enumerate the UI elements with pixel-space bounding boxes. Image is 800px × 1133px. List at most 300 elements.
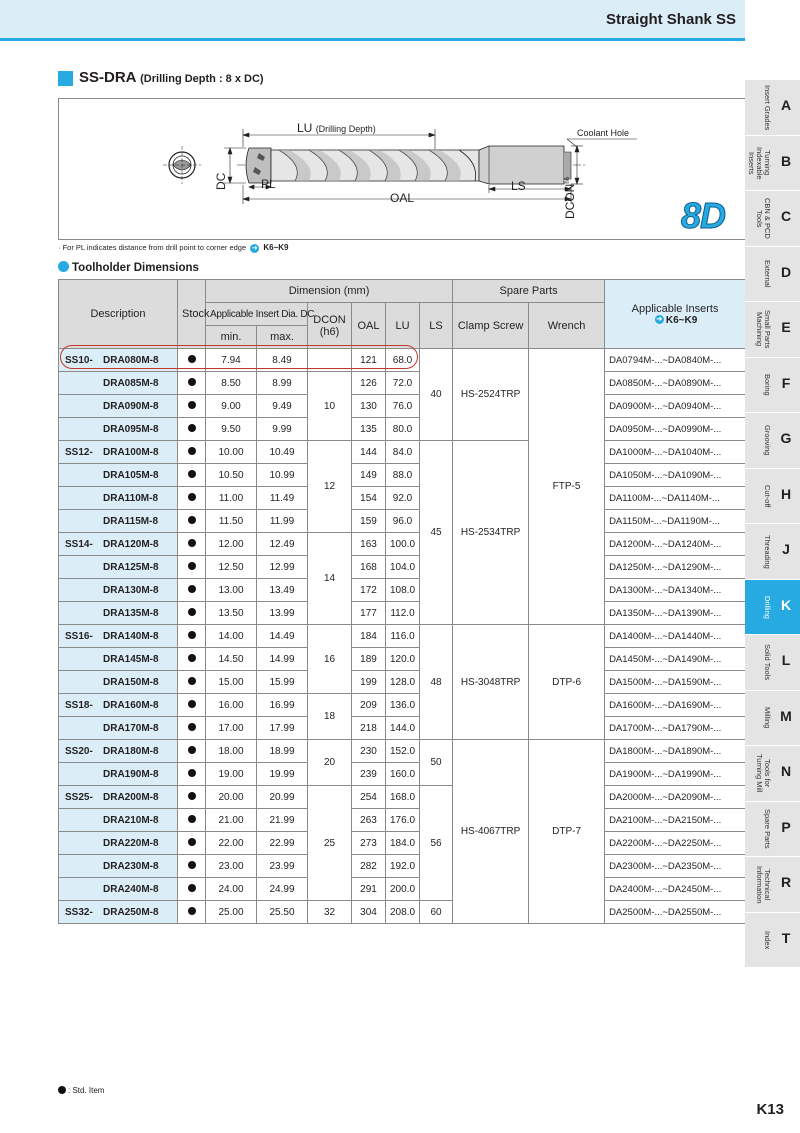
dcon-cell: 32 (308, 901, 352, 924)
dcon-cell: 20 (308, 740, 352, 786)
stock-dot-icon (188, 907, 196, 915)
oal-cell: 130 (352, 395, 386, 418)
col-dcon (308, 303, 352, 349)
applicable-insert-cell[interactable]: DA2400M-...~DA2450M-... (605, 878, 746, 901)
stock-cell (178, 809, 206, 832)
wrench-cell: FTP-5 (529, 349, 605, 625)
description-cell (59, 832, 178, 855)
dc-min-cell: 24.00 (206, 878, 257, 901)
stock-cell (178, 763, 206, 786)
table-row (59, 671, 746, 694)
dc-max-cell: 9.99 (257, 418, 308, 441)
sidebar-tab-letter: F (781, 374, 791, 391)
ls-cell: 45 (420, 441, 453, 625)
dc-max-cell: 13.99 (257, 602, 308, 625)
table-row (59, 901, 746, 924)
std-item-dot-icon (58, 1086, 66, 1094)
model-code[interactable]: DRA170M-8 (103, 722, 159, 734)
dc-label: DC (214, 172, 228, 190)
lu-cell: 160.0 (386, 763, 420, 786)
oal-cell: 149 (352, 464, 386, 487)
model-code[interactable]: DRA200M-8 (103, 791, 159, 803)
stock-dot-icon (188, 562, 196, 570)
applicable-insert-cell[interactable]: DA1400M-...~DA1440M-... (605, 625, 746, 648)
stock-dot-icon (188, 769, 196, 777)
dc-max-cell: 16.99 (257, 694, 308, 717)
dc-min-cell: 12.00 (206, 533, 257, 556)
stock-dot-icon (188, 447, 196, 455)
toolholder-title (58, 261, 199, 274)
sidebar-tab-m[interactable] (745, 691, 800, 747)
dc-max-cell: 23.99 (257, 855, 308, 878)
stock-dot-icon (188, 677, 196, 685)
header-divider (0, 38, 745, 41)
dc-max-cell: 8.49 (257, 349, 308, 372)
col-lu: LU (386, 303, 420, 349)
stock-cell (178, 671, 206, 694)
model-code[interactable]: DRA135M-8 (103, 607, 159, 619)
sidebar-tab-k[interactable] (745, 580, 800, 636)
description-cell (59, 717, 178, 740)
description-cell (59, 602, 178, 625)
stock-cell (178, 740, 206, 763)
model-code[interactable]: DRA150M-8 (103, 676, 159, 688)
stock-cell (178, 648, 206, 671)
description-cell (59, 855, 178, 878)
col-dcon-tol: (h6) (319, 325, 340, 338)
applicable-insert-cell[interactable]: DA1450M-...~DA1490M-... (605, 648, 746, 671)
description-cell (59, 786, 178, 809)
description-cell (59, 533, 178, 556)
dc-max-cell: 19.99 (257, 763, 308, 786)
pl-note-ref[interactable]: K6~K9 (263, 243, 289, 252)
dc-min-cell: 15.00 (206, 671, 257, 694)
sidebar-tab-g[interactable] (745, 413, 800, 469)
lu-cell: 84.0 (386, 441, 420, 464)
dc-max-cell: 12.49 (257, 533, 308, 556)
table-row (59, 602, 746, 625)
dcon-cell: 10 (308, 372, 352, 441)
applicable-insert-cell[interactable]: DA1800M-...~DA1890M-... (605, 740, 746, 763)
dc-max-cell: 15.99 (257, 671, 308, 694)
sidebar-tab-label: Turning Indexable Inserts (747, 146, 772, 180)
applicable-insert-cell[interactable]: DA1700M-...~DA1790M-... (605, 717, 746, 740)
sidebar-tab-e[interactable] (745, 302, 800, 358)
legend-text: : Std. Item (68, 1086, 105, 1095)
model-code[interactable]: DRA230M-8 (103, 860, 159, 872)
lu-cell: 176.0 (386, 809, 420, 832)
col-dcon-label: DCON (313, 313, 346, 326)
table-row (59, 372, 746, 395)
model-code[interactable]: DRA140M-8 (103, 630, 159, 642)
table-row (59, 487, 746, 510)
stock-cell (178, 579, 206, 602)
model-code[interactable]: DRA240M-8 (103, 883, 159, 895)
oal-cell: 135 (352, 418, 386, 441)
table-row (59, 418, 746, 441)
stock-cell (178, 786, 206, 809)
stock-dot-icon (188, 493, 196, 501)
applicable-insert-cell[interactable]: DA1000M-...~DA1040M-... (605, 441, 746, 464)
table-row (59, 579, 746, 602)
table-row (59, 717, 746, 740)
col-min: min. (206, 326, 257, 349)
page-ref-arrow-icon: ➜ (656, 316, 663, 324)
stock-dot-icon (188, 700, 196, 708)
lu-cell: 68.0 (386, 349, 420, 372)
holder-prefix: SS12- (65, 446, 93, 458)
sidebar-tab-label: Spare Parts (763, 809, 772, 849)
lu-note: (Drilling Depth) (315, 124, 376, 134)
table-row (59, 740, 746, 763)
sidebar-tab-p[interactable] (745, 802, 800, 858)
stock-dot-icon (188, 861, 196, 869)
sidebar-tab-j[interactable] (745, 524, 800, 580)
lu-cell: 104.0 (386, 556, 420, 579)
dc-min-cell: 17.00 (206, 717, 257, 740)
oal-cell: 163 (352, 533, 386, 556)
sidebar-tab-label: Drilling (763, 595, 772, 619)
dcon-cell: 14 (308, 533, 352, 625)
applicable-insert-cell[interactable]: DA0794M-...~DA0840M-... (605, 349, 746, 372)
sidebar-tab-label: Small Parts Machining (755, 310, 772, 349)
stock-cell (178, 395, 206, 418)
table-row (59, 648, 746, 671)
applicable-insert-cell[interactable]: DA2100M-...~DA2150M-... (605, 809, 746, 832)
model-code[interactable]: DRA250M-8 (103, 906, 159, 918)
sidebar-tab-d[interactable] (745, 247, 800, 303)
model-code[interactable]: DRA125M-8 (103, 561, 159, 573)
page-number: K13 (756, 1101, 784, 1118)
sidebar-tab-letter: C (780, 208, 792, 224)
dc-max-cell: 8.99 (257, 372, 308, 395)
dc-min-cell: 25.00 (206, 901, 257, 924)
model-code[interactable]: DRA180M-8 (103, 745, 159, 757)
header-row-1 (59, 280, 746, 303)
dc-min-cell: 21.00 (206, 809, 257, 832)
stock-dot-icon (188, 424, 196, 432)
dc-min-cell: 10.00 (206, 441, 257, 464)
oal-cell: 172 (352, 579, 386, 602)
description-cell (59, 625, 178, 648)
stock-dot-icon (188, 516, 196, 524)
drill-end-view (163, 146, 201, 184)
sidebar-tab-letter: K (780, 596, 792, 613)
col-applicable-inserts-label: Applicable Inserts (631, 302, 719, 315)
wrench-cell: DTP-6 (529, 625, 605, 740)
pl-note-text: · For PL indicates distance from drill point to corner edge (58, 243, 247, 252)
dc-max-cell: 11.49 (257, 487, 308, 510)
stock-dot-icon (188, 654, 196, 662)
description-cell (59, 349, 178, 372)
lu-cell: 152.0 (386, 740, 420, 763)
section-marker (58, 71, 73, 86)
lu-cell: 192.0 (386, 855, 420, 878)
clamp-screw-cell: HS-4067TRP (453, 740, 529, 924)
stock-cell (178, 533, 206, 556)
stock-cell (178, 832, 206, 855)
model-code[interactable]: DRA105M-8 (103, 469, 159, 481)
legend (58, 1086, 104, 1095)
oal-cell: 159 (352, 510, 386, 533)
dc-min-cell: 16.00 (206, 694, 257, 717)
lu-cell: 96.0 (386, 510, 420, 533)
clamp-screw-cell: HS-3048TRP (453, 625, 529, 740)
applicable-insert-cell[interactable]: DA1150M-...~DA1190M-... (605, 510, 746, 533)
sidebar-tab-letter: D (780, 263, 792, 280)
lu-cell: 80.0 (386, 418, 420, 441)
stock-dot-icon (188, 470, 196, 478)
ls-cell: 40 (420, 349, 453, 441)
applicable-insert-cell[interactable]: DA1350M-...~DA1390M-... (605, 602, 746, 625)
dc-min-cell: 9.00 (206, 395, 257, 418)
section-subtitle: (Drilling Depth : 8 x DC) (140, 73, 264, 85)
lu-cell: 200.0 (386, 878, 420, 901)
col-inserts-ref-text[interactable]: K6~K9 (665, 314, 698, 326)
dcon-cell: 16 (308, 625, 352, 694)
sidebar-tab-b[interactable] (745, 136, 800, 192)
sidebar-tab-letter: M (780, 707, 792, 724)
stock-dot-icon (188, 539, 196, 547)
dcon-tolerance: h6 (565, 176, 571, 184)
sidebar-tab-label: External (763, 260, 772, 288)
stock-dot-icon (188, 631, 196, 639)
clamp-screw-cell: HS-2534TRP (453, 441, 529, 625)
oal-cell: 273 (352, 832, 386, 855)
oal-cell: 189 (352, 648, 386, 671)
description-cell (59, 441, 178, 464)
applicable-insert-cell[interactable]: DA2300M-...~DA2350M-... (605, 855, 746, 878)
stock-cell (178, 487, 206, 510)
description-cell (59, 763, 178, 786)
sidebar-tab-letter: J (782, 541, 790, 557)
lu-cell: 112.0 (386, 602, 420, 625)
model-code[interactable]: DRA100M-8 (103, 446, 159, 458)
applicable-insert-cell[interactable]: DA2000M-...~DA2090M-... (605, 786, 746, 809)
model-code[interactable]: DRA080M-8 (103, 354, 159, 366)
model-code[interactable]: DRA110M-8 (103, 492, 159, 504)
applicable-insert-cell[interactable]: DA2200M-...~DA2250M-... (605, 832, 746, 855)
dc-min-cell: 11.50 (206, 510, 257, 533)
description-cell (59, 878, 178, 901)
sidebar-tab-letter: P (781, 818, 791, 835)
sidebar-tab-letter: T (781, 929, 791, 946)
clamp-screw-cell: HS-2524TRP (453, 349, 529, 441)
col-oal: OAL (352, 303, 386, 349)
stock-dot-icon (188, 884, 196, 892)
sidebar-tab-label: Threading (763, 534, 772, 569)
applicable-insert-cell[interactable]: DA1500M-...~DA1590M-... (605, 671, 746, 694)
oal-cell: 121 (352, 349, 386, 372)
dc-max-cell: 14.49 (257, 625, 308, 648)
oal-cell: 282 (352, 855, 386, 878)
applicable-insert-cell[interactable]: DA1300M-...~DA1340M-... (605, 579, 746, 602)
oal-cell: 304 (352, 901, 386, 924)
sidebar-tab-t[interactable] (745, 913, 800, 969)
drill-diagram (59, 99, 747, 241)
model-code[interactable]: DRA190M-8 (103, 768, 159, 780)
dc-min-cell: 12.50 (206, 556, 257, 579)
stock-dot-icon (188, 608, 196, 616)
pl-note (58, 243, 288, 253)
col-description: Description (59, 280, 178, 349)
applicable-insert-cell[interactable]: DA1900M-...~DA1990M-... (605, 763, 746, 786)
description-cell (59, 648, 178, 671)
dc-max-cell: 25.50 (257, 901, 308, 924)
oal-cell: 184 (352, 625, 386, 648)
table-row (59, 441, 746, 464)
sidebar-tab-label: Index (763, 930, 772, 950)
col-applicable-inserts (605, 280, 746, 349)
applicable-insert-cell[interactable]: DA1250M-...~DA1290M-... (605, 556, 746, 579)
description-cell (59, 372, 178, 395)
stock-cell (178, 602, 206, 625)
applicable-insert-cell[interactable]: DA1600M-...~DA1690M-... (605, 694, 746, 717)
dc-max-cell: 21.99 (257, 809, 308, 832)
dc-max-cell: 20.99 (257, 786, 308, 809)
sidebar-tab-label: Insert Grades (763, 84, 772, 131)
table-row (59, 556, 746, 579)
oal-cell: 177 (352, 602, 386, 625)
model-code[interactable]: DRA145M-8 (103, 653, 159, 665)
sidebar-tab-a[interactable] (745, 80, 800, 136)
sidebar-tab-c[interactable] (745, 191, 800, 247)
sidebar-tab-l[interactable] (745, 635, 800, 691)
table-row (59, 855, 746, 878)
ls-label: LS (511, 179, 526, 193)
holder-prefix: SS20- (65, 745, 93, 757)
sidebar-tab-label: Boring (763, 374, 772, 396)
oal-cell: 230 (352, 740, 386, 763)
oal-cell: 218 (352, 717, 386, 740)
ls-cell: 56 (420, 786, 453, 901)
dc-min-cell: 14.00 (206, 625, 257, 648)
depth-badge: 8D (680, 195, 725, 236)
applicable-insert-cell[interactable]: DA2500M-...~DA2550M-... (605, 901, 746, 924)
col-ls: LS (420, 303, 453, 349)
dcon-cell: 18 (308, 694, 352, 740)
applicable-insert-cell[interactable]: DA1100M-...~DA1140M-... (605, 487, 746, 510)
table-row (59, 625, 746, 648)
lu-cell: 88.0 (386, 464, 420, 487)
description-cell (59, 487, 178, 510)
lu-label-text: LU (297, 121, 313, 135)
sidebar-tab-h[interactable] (745, 469, 800, 525)
sidebar-tab-label: Grooving (763, 425, 772, 456)
table-row (59, 349, 746, 372)
chapter-index-sidebar (745, 80, 800, 968)
dc-min-cell: 10.50 (206, 464, 257, 487)
sidebar-tab-label: Solid Tools (763, 644, 772, 681)
model-code[interactable]: DRA095M-8 (103, 423, 159, 435)
pl-label: PL (261, 177, 276, 191)
sidebar-tab-letter: B (780, 152, 792, 169)
dc-max-cell: 22.99 (257, 832, 308, 855)
stock-dot-icon (188, 815, 196, 823)
section-title-main: SS-DRA (79, 69, 136, 86)
lu-cell: 120.0 (386, 648, 420, 671)
page-ref-arrow-icon: ➜ (251, 244, 258, 252)
dcon-cell: 25 (308, 786, 352, 901)
applicable-insert-cell[interactable]: DA0850M-...~DA0890M-... (605, 372, 746, 395)
dcon-label-text: DCON (563, 183, 577, 219)
dc-max-cell: 11.99 (257, 510, 308, 533)
model-code[interactable]: DRA085M-8 (103, 377, 159, 389)
lu-cell: 168.0 (386, 786, 420, 809)
description-cell (59, 901, 178, 924)
model-code[interactable]: DRA115M-8 (103, 515, 159, 527)
description-cell (59, 510, 178, 533)
table-row (59, 510, 746, 533)
sidebar-tab-f[interactable] (745, 358, 800, 414)
dc-min-cell: 14.50 (206, 648, 257, 671)
dc-min-cell: 22.00 (206, 832, 257, 855)
table-row (59, 763, 746, 786)
model-code[interactable]: DRA120M-8 (103, 538, 159, 550)
description-cell (59, 694, 178, 717)
lu-cell: 92.0 (386, 487, 420, 510)
applicable-insert-cell[interactable]: DA1050M-...~DA1090M-... (605, 464, 746, 487)
lu-cell: 128.0 (386, 671, 420, 694)
table-row (59, 464, 746, 487)
table-row (59, 694, 746, 717)
model-code[interactable]: DRA090M-8 (103, 400, 159, 412)
sidebar-tab-r[interactable] (745, 857, 800, 913)
oal-cell: 126 (352, 372, 386, 395)
table-row (59, 832, 746, 855)
description-cell (59, 464, 178, 487)
stock-cell (178, 418, 206, 441)
stock-cell (178, 464, 206, 487)
dc-max-cell: 24.99 (257, 878, 308, 901)
ls-cell: 50 (420, 740, 453, 786)
sidebar-tab-letter: H (780, 485, 792, 502)
model-code[interactable]: DRA160M-8 (103, 699, 159, 711)
wrench-cell: DTP-7 (529, 740, 605, 924)
table-row (59, 533, 746, 556)
col-wrench: Wrench (529, 303, 605, 349)
stock-cell (178, 556, 206, 579)
sidebar-tab-label: CBN & PCD Tools (755, 198, 772, 239)
model-code[interactable]: DRA220M-8 (103, 837, 159, 849)
sidebar-tab-letter: A (780, 97, 792, 113)
sidebar-tab-letter: E (781, 319, 791, 335)
description-cell (59, 740, 178, 763)
applicable-insert-cell[interactable]: DA0950M-...~DA0990M-... (605, 418, 746, 441)
col-applicable-dc: Applicable Insert Dia. DC (206, 303, 308, 326)
applicable-insert-cell[interactable]: DA1200M-...~DA1240M-... (605, 533, 746, 556)
model-code[interactable]: DRA130M-8 (103, 584, 159, 596)
sidebar-tab-label: Tools for Turning Mill (755, 754, 772, 793)
model-code[interactable]: DRA210M-8 (103, 814, 159, 826)
holder-prefix: SS10- (65, 354, 93, 366)
dc-min-cell: 8.50 (206, 372, 257, 395)
description-cell (59, 395, 178, 418)
applicable-insert-cell[interactable]: DA0900M-...~DA0940M-... (605, 395, 746, 418)
sidebar-tab-n[interactable] (745, 746, 800, 802)
stock-dot-icon (188, 792, 196, 800)
oal-cell: 239 (352, 763, 386, 786)
stock-cell (178, 878, 206, 901)
dc-max-cell: 13.49 (257, 579, 308, 602)
stock-dot-icon (188, 401, 196, 409)
description-cell (59, 809, 178, 832)
lu-cell: 116.0 (386, 625, 420, 648)
stock-cell (178, 510, 206, 533)
table-row (59, 395, 746, 418)
lu-cell: 76.0 (386, 395, 420, 418)
lu-cell: 136.0 (386, 694, 420, 717)
